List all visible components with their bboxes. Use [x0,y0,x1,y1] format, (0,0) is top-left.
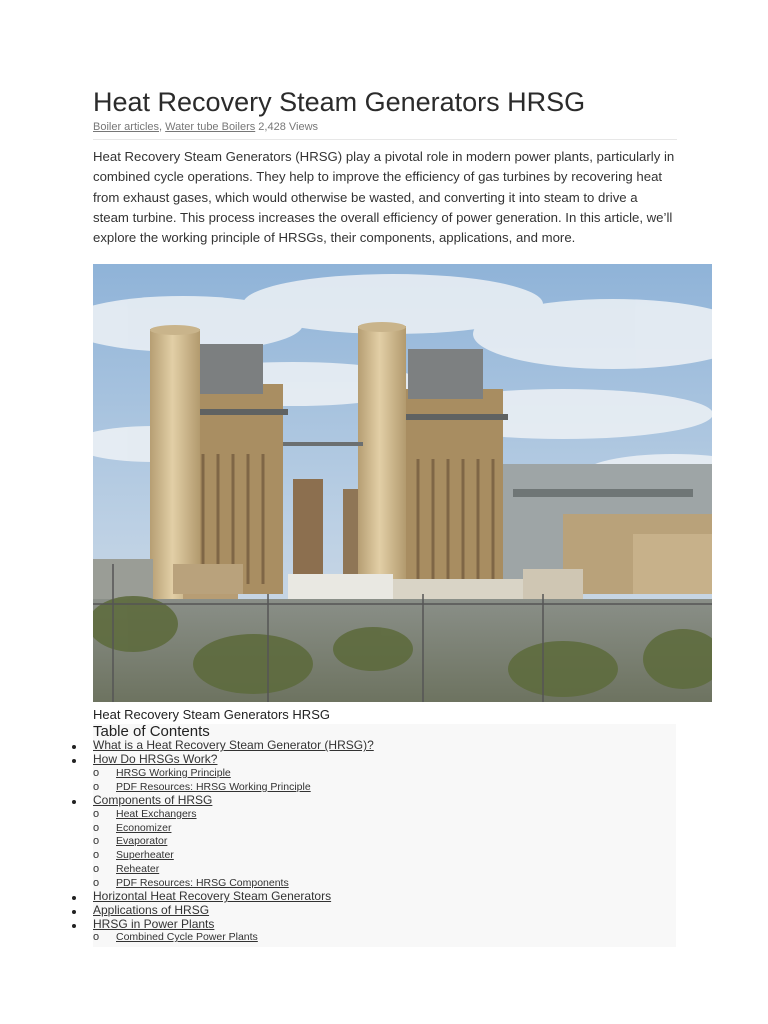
article [93,84,677,947]
table-of-contents [93,724,676,947]
toc-sublist [93,767,676,794]
toc-link-how-do-hrsgs-work[interactable]: How Do HRSGs Work? [93,752,218,767]
article-image [93,264,712,702]
toc-subitem [116,877,676,891]
toc-subitem [116,767,676,781]
toc-title: Table of Contents [93,723,210,741]
toc-link-superheater[interactable]: Superheater [116,849,174,862]
toc-subitem [116,808,676,822]
category-link-boiler-articles[interactable]: Boiler articles [93,121,160,133]
toc-link-what-is-hrsg[interactable]: What is a Heat Recovery Steam Generator (HRSG)? [93,738,374,753]
toc-item [93,918,676,945]
toc-link-applications[interactable]: Applications of HRSG [93,902,210,917]
toc-link-hrsg-in-power-plants[interactable]: HRSG in Power Plants [93,916,215,931]
toc-subitem [116,863,676,877]
image-caption: Heat Recovery Steam Generators HRSG [93,707,330,723]
power-plant-photo [93,264,712,702]
toc-link-horizontal-hrsg[interactable]: Horizontal Heat Recovery Steam Generators [93,889,332,904]
toc-item [93,794,676,890]
toc-sublist [93,808,676,890]
article-intro: Heat Recovery Steam Generators (HRSG) play a pivotal role in modern power plants, particularly in combined cycle operations. They help to improve the efficiency of gas turbines by recovering heat from exhaust gases, which would otherwise be wasted, and converting it into steam to drive a steam turbine. This process increases the overall efficiency of power generation. In this article, we’ll explore the working principle of HRSGs, their components, applications, and more. [93,149,675,246]
toc-item [93,753,676,794]
toc-link-components[interactable]: Components of HRSG [93,793,213,808]
meta-separator: , [159,121,163,133]
category-link-water-tube-boilers[interactable]: Water tube Boilers [165,121,256,133]
article-title: Heat Recovery Steam Generators HRSG [93,87,586,117]
toc-link-combined-cycle[interactable]: Combined Cycle Power Plants [116,931,258,944]
toc-link-reheater[interactable]: Reheater [116,862,160,875]
article-meta [93,120,677,140]
toc-item [93,890,676,904]
toc-subitem [116,781,676,795]
toc-list [93,739,676,945]
toc-link-hrsg-working-principle[interactable]: HRSG Working Principle [116,766,231,779]
toc-subitem [116,849,676,863]
toc-link-pdf-working-principle[interactable]: PDF Resources: HRSG Working Principle [116,780,311,793]
toc-subitem [116,931,676,945]
toc-sublist [93,931,676,945]
toc-link-economizer[interactable]: Economizer [116,821,172,834]
toc-link-heat-exchangers[interactable]: Heat Exchangers [116,808,197,820]
toc-item [93,904,676,918]
toc-link-evaporator[interactable]: Evaporator [116,835,168,848]
toc-item [93,739,676,753]
toc-link-pdf-components[interactable]: PDF Resources: HRSG Components [116,876,289,889]
toc-subitem [116,835,676,849]
toc-subitem [116,822,676,836]
view-count: 2,428 Views [258,121,319,133]
